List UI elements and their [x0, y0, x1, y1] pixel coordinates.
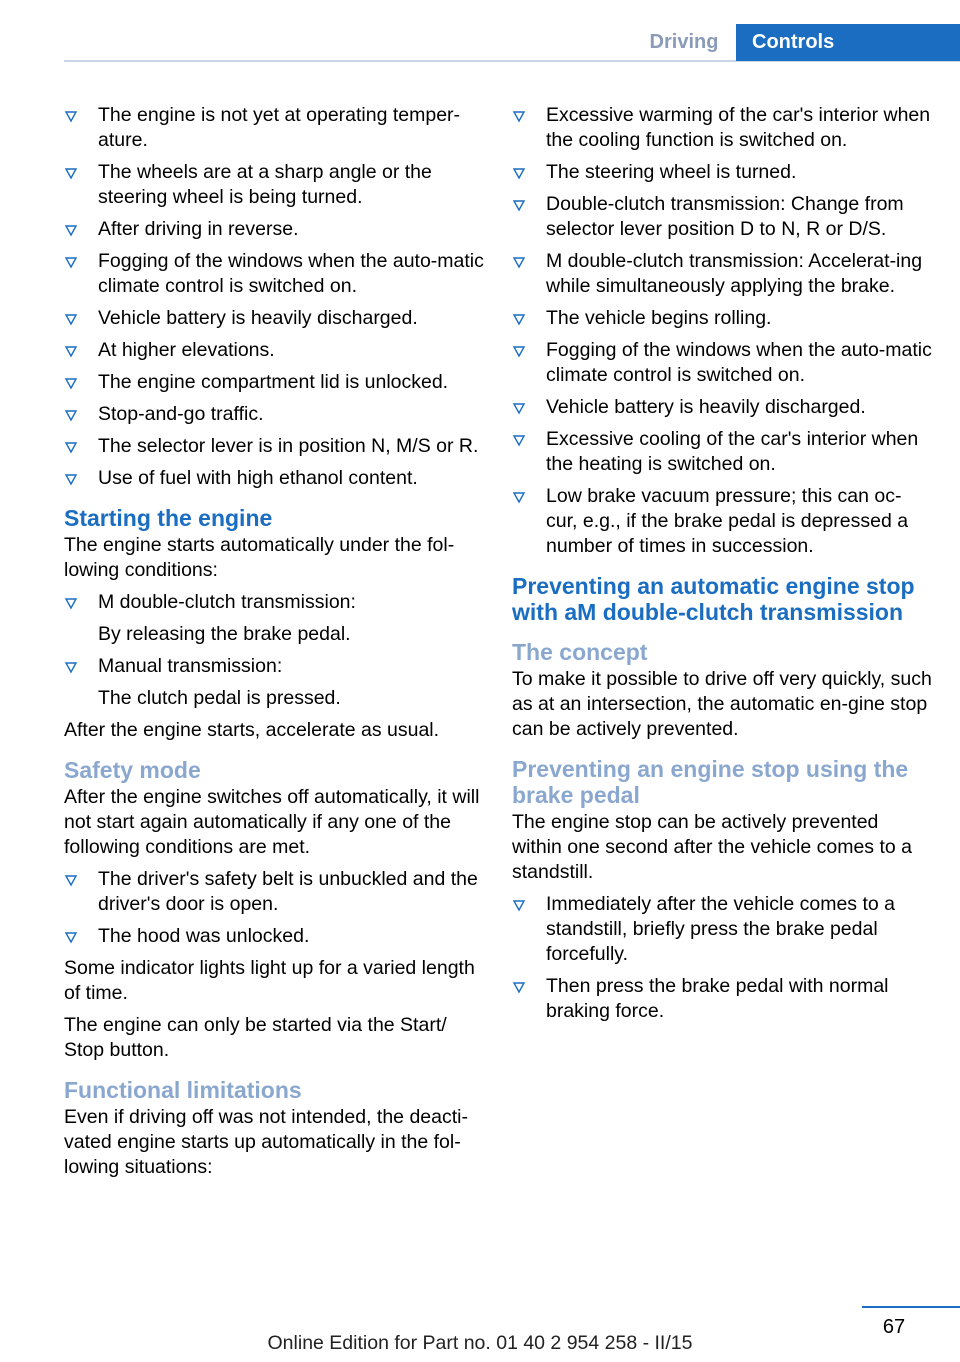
triangle-bullet-icon — [64, 596, 78, 610]
list-item — [64, 654, 484, 711]
list-item-text: Excessive warming of the car's interior when the cooling function is switched on. — [546, 104, 931, 151]
triangle-bullet-icon — [512, 312, 526, 326]
triangle-bullet-icon — [64, 255, 78, 269]
list-item-text: Vehicle battery is heavily discharged. — [546, 396, 866, 418]
list-item — [512, 427, 932, 477]
list-item-label: M double-clutch transmission: — [98, 591, 356, 613]
left-column — [64, 103, 484, 1187]
list-item-text: The engine is not yet at operating temper‐ature. — [98, 104, 461, 151]
safety-mode-para-2: The engine can only be started via the Start/ Stop button. — [64, 1014, 447, 1061]
brake-pedal-intro: The engine stop can be actively prevented within one second after the vehicle comes to a standstill. — [512, 811, 912, 883]
left-condition-list — [64, 103, 484, 491]
page-number: 67 — [882, 1316, 906, 1338]
functional-limitations-heading: Functional limitations — [64, 1077, 302, 1103]
list-item-text: Double-clutch transmission: Change from selector lever position D to N, R or D/S. — [546, 193, 904, 240]
list-item — [64, 249, 484, 299]
triangle-bullet-icon — [64, 166, 78, 180]
list-item — [512, 103, 932, 153]
list-item-text: The engine compartment lid is unlocked. — [98, 371, 449, 393]
right-condition-list — [512, 103, 932, 559]
header-chapter-tab: Controls — [736, 24, 960, 61]
list-item-text: Low brake vacuum pressure; this can oc‐cur, e.g., if the brake pedal is depressed a number of times in succession. — [546, 485, 909, 557]
triangle-bullet-icon — [64, 873, 78, 887]
triangle-bullet-icon — [512, 898, 526, 912]
list-item — [512, 160, 932, 185]
list-item-text: Then press the brake pedal with normal braking force. — [546, 975, 889, 1022]
list-item — [64, 306, 484, 331]
list-item — [64, 160, 484, 210]
list-item — [512, 395, 932, 420]
list-item-text: After driving in reverse. — [98, 218, 299, 240]
triangle-bullet-icon — [512, 433, 526, 447]
triangle-bullet-icon — [64, 440, 78, 454]
preventing-stop-heading: Preventing an automatic engine stop with aM double-clutch transmission — [512, 573, 915, 625]
list-item-text: The vehicle begins rolling. — [546, 307, 772, 329]
triangle-bullet-icon — [64, 930, 78, 944]
list-item — [64, 103, 484, 153]
list-item-detail: The clutch pedal is pressed. — [98, 687, 341, 709]
safety-conditions-list — [64, 867, 484, 949]
triangle-bullet-icon — [64, 660, 78, 674]
list-item-text: The selector lever is in position N, M/S or R. — [98, 435, 479, 457]
list-item-text: Immediately after the vehicle comes to a standstill, briefly press the brake pedal forcefully. — [546, 893, 895, 965]
triangle-bullet-icon — [64, 408, 78, 422]
list-item-text: The hood was unlocked. — [98, 925, 310, 947]
concept-text: To make it possible to drive off very quickly, such as at an intersection, the automatic en‐gine stop can be actively prevented. — [512, 668, 932, 740]
triangle-bullet-icon — [64, 312, 78, 326]
list-item — [512, 306, 932, 331]
list-item — [512, 892, 932, 967]
footer-edition: Online Edition for Part no. 01 40 2 954 258 - II/15 — [267, 1332, 693, 1354]
list-item-text: Stop-and-go traffic. — [98, 403, 264, 425]
triangle-bullet-icon — [512, 198, 526, 212]
triangle-bullet-icon — [512, 166, 526, 180]
list-item — [64, 466, 484, 491]
list-item-text: The steering wheel is turned. — [546, 161, 797, 183]
list-item-text: Fogging of the windows when the auto‐matic climate control is switched on. — [546, 339, 932, 386]
list-item-text: Vehicle battery is heavily discharged. — [98, 307, 418, 329]
list-item-detail: By releasing the brake pedal. — [98, 623, 351, 645]
starting-engine-after: After the engine starts, accelerate as usual. — [64, 719, 440, 741]
triangle-bullet-icon — [512, 344, 526, 358]
list-item — [64, 338, 484, 363]
brake-pedal-heading: Preventing an engine stop using the brake pedal — [512, 756, 909, 808]
list-item-label: Manual transmission: — [98, 655, 283, 677]
list-item-text: The driver's safety belt is unbuckled and the driver's door is open. — [98, 868, 478, 915]
list-item-text: Excessive cooling of the car's interior when the heating is switched on. — [546, 428, 919, 475]
list-item — [64, 217, 484, 242]
list-item — [512, 192, 932, 242]
starting-engine-intro: The engine starts automatically under the fol‐lowing conditions: — [64, 534, 455, 581]
brake-pedal-steps-list — [512, 892, 932, 1024]
right-column — [512, 103, 932, 1031]
triangle-bullet-icon — [512, 980, 526, 994]
triangle-bullet-icon — [64, 109, 78, 123]
list-item — [64, 434, 484, 459]
triangle-bullet-icon — [512, 401, 526, 415]
list-item — [512, 338, 932, 388]
functional-limitations-intro: Even if driving off was not intended, the deacti‐vated engine starts up automatically in the fol‐lowing situations: — [64, 1106, 468, 1178]
triangle-bullet-icon — [64, 223, 78, 237]
triangle-bullet-icon — [512, 255, 526, 269]
concept-heading: The concept — [512, 639, 648, 665]
list-item-text: At higher elevations. — [98, 339, 275, 361]
list-item — [64, 867, 484, 917]
list-item — [512, 484, 932, 559]
triangle-bullet-icon — [64, 344, 78, 358]
safety-mode-intro: After the engine switches off automatically, it will not start again automatically if any one of the following conditions are met. — [64, 786, 480, 858]
triangle-bullet-icon — [64, 472, 78, 486]
list-item — [512, 974, 932, 1024]
triangle-bullet-icon — [512, 490, 526, 504]
list-item-text: The wheels are at a sharp angle or the steering wheel is being turned. — [98, 161, 432, 208]
safety-mode-heading: Safety mode — [64, 757, 201, 783]
safety-mode-para-1: Some indicator lights light up for a varied length of time. — [64, 957, 475, 1004]
triangle-bullet-icon — [512, 109, 526, 123]
list-item-text: M double-clutch transmission: Accelerat‐ing while simultaneously applying the brake. — [546, 250, 923, 297]
list-item-text: Use of fuel with high ethanol content. — [98, 467, 418, 489]
footer-rule — [862, 1306, 960, 1308]
starting-conditions-list — [64, 590, 484, 711]
list-item — [64, 924, 484, 949]
header-section-tab: Driving — [649, 31, 719, 53]
list-item — [64, 402, 484, 427]
list-item — [64, 370, 484, 395]
list-item-text: Fogging of the windows when the auto‐matic climate control is switched on. — [98, 250, 484, 297]
triangle-bullet-icon — [64, 376, 78, 390]
list-item — [64, 590, 484, 647]
list-item — [512, 249, 932, 299]
starting-engine-heading: Starting the engine — [64, 505, 273, 531]
